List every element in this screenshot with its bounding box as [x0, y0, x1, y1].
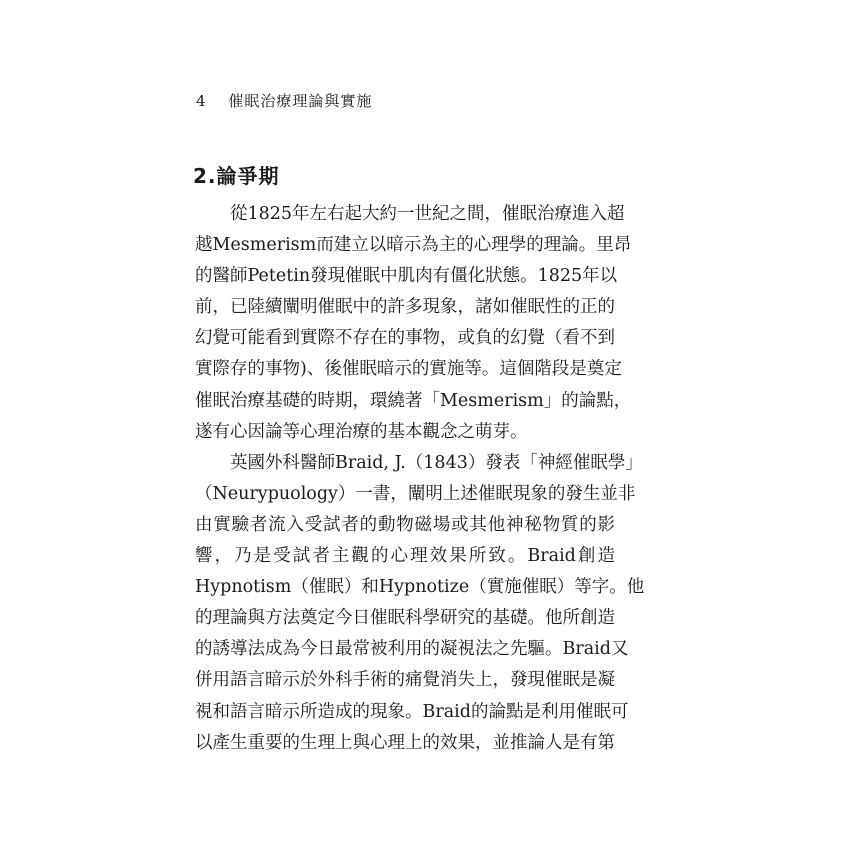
text-line: 遂有心因論等心理治療的基本觀念之萌芽。 [195, 421, 528, 442]
text-line: 的醫師Petetin發現催眠中肌肉有僵化狀態。1825年以 [195, 266, 618, 287]
text-line: Hypnotism（催眠）和Hypnotize（實施催眠）等字。他 [195, 577, 645, 598]
text-line: 響，乃是受試者主觀的心理效果所致。Braid創造 [195, 546, 615, 567]
text-line: 由實驗者流入受試者的動物磁場或其他神秘物質的影 [195, 514, 615, 535]
text-line: 的理論與方法奠定今日催眠科學研究的基礎。他所創造 [195, 608, 615, 629]
body-text [195, 199, 645, 759]
book-title: 催眠治療理論與實施 [228, 92, 373, 110]
text-line: （Neurypuology）一書，闡明上述催眠現象的發生並非 [195, 483, 636, 504]
text-line: 併用語言暗示於外科手術的痛覺消失上，發現催眠是凝 [195, 670, 615, 691]
text-line: 視和語言暗示所造成的現象。Braid的論點是利用催眠可 [195, 701, 629, 722]
text-line: 幻覺可能看到實際不存在的事物，或負的幻覺（看不到 [195, 328, 615, 349]
text-line: 以產生重要的生理上與心理上的效果，並推論人是有第 [195, 732, 615, 753]
text-line: 催眠治療基礎的時期，環繞著「Mesmerism」的論點， [195, 390, 632, 411]
text-line: 英國外科醫師Braid, J.（1843）發表「神經催眠學」 [230, 452, 643, 473]
running-header [196, 90, 372, 111]
text-line: 前，已陸續闡明催眠中的許多現象，諸如催眠性的正的 [195, 297, 615, 318]
paragraph-1 [195, 199, 632, 448]
page-number: 4 [196, 92, 207, 110]
text-line: 的誘導法成為今日最常被利用的凝視法之先驅。Braid又 [195, 639, 629, 660]
section-heading: 2.論爭期 [193, 164, 280, 188]
text-line: 實際存的事物)、後催眠暗示的實施等。這個階段是奠定 [195, 359, 622, 380]
paragraph-2 [195, 448, 645, 759]
text-line: 越Mesmerism而建立以暗示為主的心理學的理論。里昂 [195, 235, 632, 256]
text-line: 從1825年左右起大約一世紀之間，催眠治療進入超 [230, 204, 625, 224]
